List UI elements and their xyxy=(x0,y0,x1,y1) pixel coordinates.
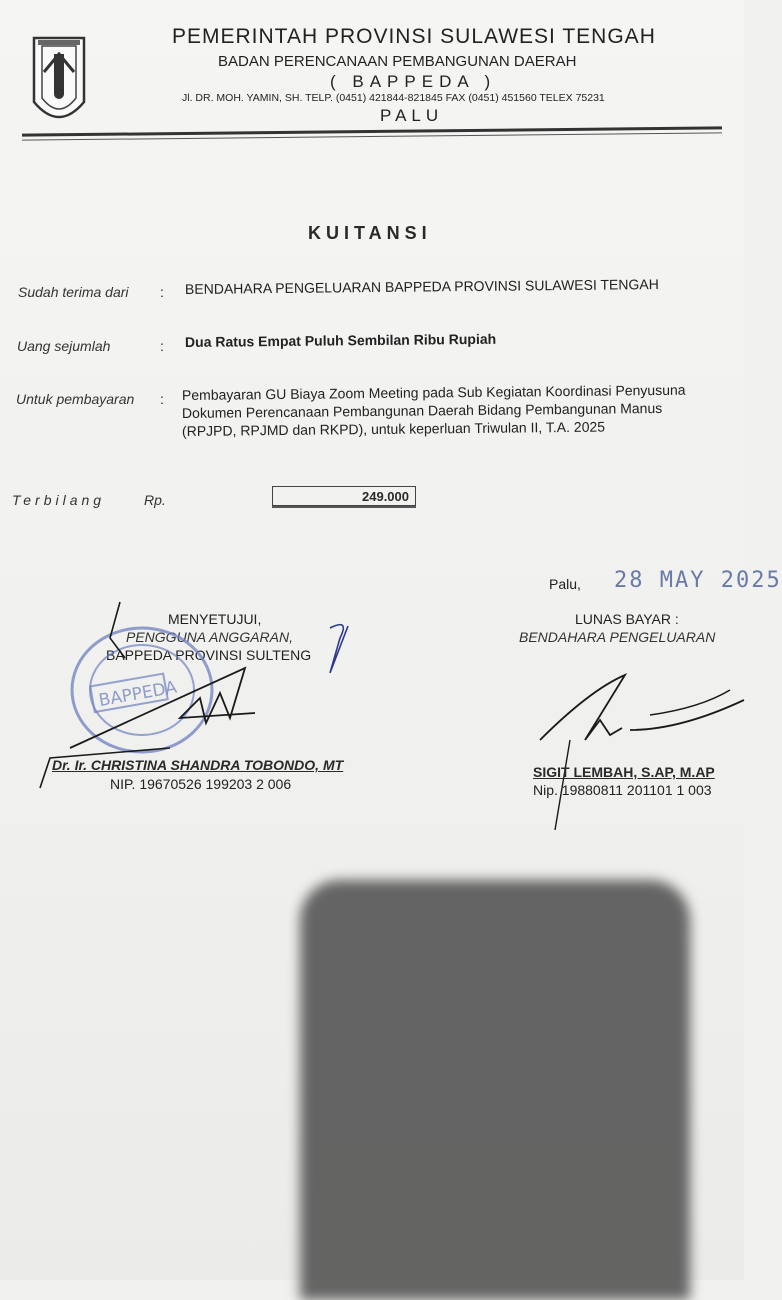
received-from-label: Sudah terima dari xyxy=(18,284,129,300)
amount-words: Dua Ratus Empat Puluh Sembilan Ribu Rupiah xyxy=(184,330,497,350)
paid-line: LUNAS BAYAR : xyxy=(575,611,679,627)
terbilang-label: Terbilang xyxy=(12,492,106,508)
header-government: PEMERINTAH PROVINSI SULAWESI TENGAH xyxy=(172,25,656,48)
svg-text:BAPPEDA: BAPPEDA xyxy=(97,677,179,712)
purpose-label: Untuk pembayaran xyxy=(16,391,135,407)
right-signatory-nip: Nip. 19880811 201101 1 003 xyxy=(533,782,712,798)
colon: : xyxy=(160,338,164,354)
header-acronym: ( BAPPEDA ) xyxy=(330,72,497,91)
photo-shadow xyxy=(300,880,690,1300)
agency-line: BAPPEDA PROVINSI SULTENG xyxy=(106,647,312,663)
amount-label: Uang sejumlah xyxy=(17,338,111,354)
amount-box: 249.000 xyxy=(272,486,416,506)
province-logo xyxy=(30,32,88,134)
document-title: KUITANSI xyxy=(308,223,432,243)
date-stamp: 28 MAY 2025 xyxy=(614,568,782,593)
header-address: Jl. DR. MOH. YAMIN, SH. TELP. (0451) 421844-821845 FAX (0451) 451560 TELEX 75231 xyxy=(182,92,605,104)
approval-line: MENYETUJUI, xyxy=(168,611,262,627)
colon: : xyxy=(160,284,164,300)
budget-user-line: PENGGUNA ANGGARAN, xyxy=(126,629,293,645)
header-agency: BADAN PERENCANAAN PEMBANGUNAN DAERAH xyxy=(218,53,577,70)
currency-label: Rp. xyxy=(144,492,166,508)
received-from-value: BENDAHARA PENGELUARAN BAPPEDA PROVINSI SULAWESI TENGAH xyxy=(184,276,659,297)
treasurer-line: BENDAHARA PENGELUARAN xyxy=(519,629,716,645)
left-signatory-name: Dr. Ir. CHRISTINA SHANDRA TOBONDO, MT xyxy=(52,757,344,773)
colon: : xyxy=(160,391,164,407)
purpose-line-3: (RPJPD, RPJMD dan RKPD), untuk keperluan Triwulan II, T.A. 2025 xyxy=(181,418,606,439)
right-signatory-name: SIGIT LEMBAH, S.AP, M.AP xyxy=(533,764,715,780)
purpose-line-2: Dokumen Perencanaan Pembangunan Daerah Bidang Pembangunan Manus xyxy=(181,399,663,421)
right-signature xyxy=(530,660,744,830)
place: Palu, xyxy=(549,576,581,592)
left-signatory-nip: NIP. 19670526 199203 2 006 xyxy=(110,776,292,792)
purpose-line-1: Pembayaran GU Biaya Zoom Meeting pada Sub Kegiatan Koordinasi Penyusuna xyxy=(181,381,686,403)
header-city: PALU xyxy=(380,106,444,125)
